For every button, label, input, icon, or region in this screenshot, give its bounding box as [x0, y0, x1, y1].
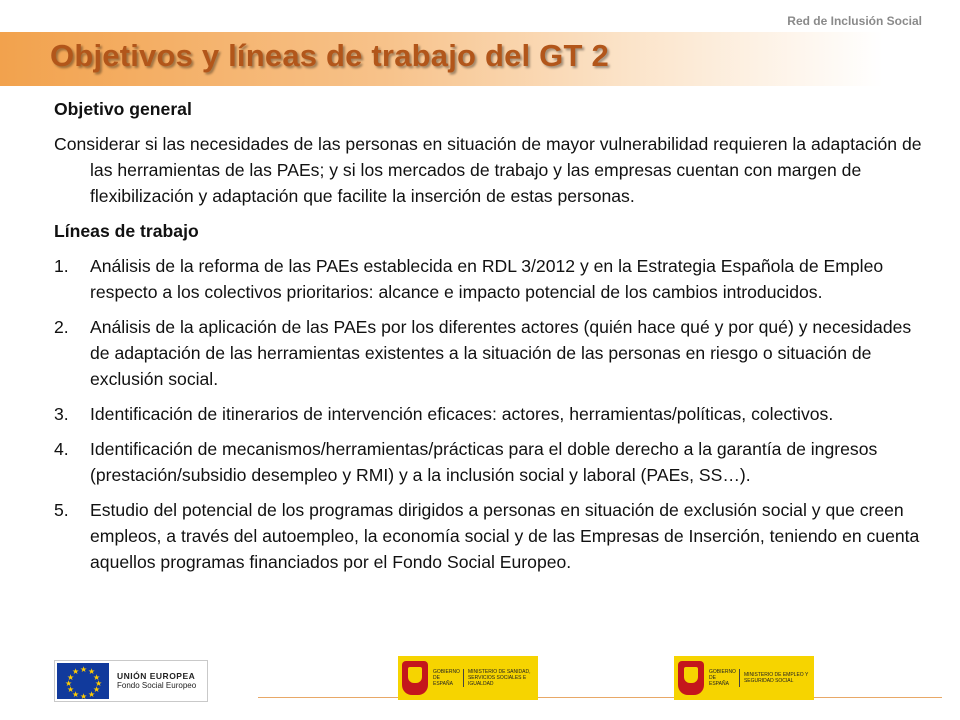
- objective-text: Considerar si las necesidades de las personas en situación de mayor vulnerabilidad requieren la adaptación de las herramientas de las PAEs; y si los mercados de trabajo y las empresas cuentan con margen de flexibilización y adaptación que facilite la inserción de estas personas.: [54, 134, 922, 206]
- coat-of-arms-icon: [678, 661, 704, 695]
- lines-list: [54, 253, 934, 575]
- ministry-empleo-logo: [674, 656, 814, 700]
- list-item-text: Identificación de mecanismos/herramientas/prácticas para el doble derecho a la garantía de ingresos (prestación/subsidio desempleo y RMI) y a la inclusión social y laboral (PAEs, SS…).: [90, 439, 878, 485]
- lines-heading: Líneas de trabajo: [54, 221, 199, 241]
- list-item-number: 2.: [54, 317, 69, 337]
- list-item: [54, 314, 934, 392]
- list-item: [54, 401, 934, 427]
- list-item-text: Estudio del potencial de los programas dirigidos a personas en situación de exclusión social y que creen empleos, a través del autoempleo, la economía social y de las Empresas de Inserción, teniendo en cuenta aquellos programas financiados por el Fondo Social Europeo.: [90, 500, 920, 572]
- gobierno-label: GOBIERNO DE ESPAÑA: [709, 669, 740, 687]
- list-item-number: 4.: [54, 439, 69, 459]
- eu-logo-text: [117, 671, 196, 691]
- gobierno-label: GOBIERNO DE ESPAÑA: [433, 669, 464, 687]
- objective-heading: Objetivo general: [54, 99, 192, 119]
- list-item-number: 1.: [54, 256, 69, 276]
- ministerio-label: MINISTERIO DE EMPLEO Y SEGURIDAD SOCIAL: [743, 672, 809, 684]
- footer-divider: [258, 697, 942, 698]
- ministry-sanidad-logo: [398, 656, 538, 700]
- coat-of-arms-icon: [402, 661, 428, 695]
- list-item-text: Análisis de la reforma de las PAEs establecida en RDL 3/2012 y en la Estrategia Española de Empleo respecto a los colectivos prioritarios: alcance e impacto potencial de los cambios introducidos.: [90, 256, 884, 302]
- eu-flag-icon: ★ ★ ★ ★ ★ ★ ★ ★ ★ ★ ★ ★: [57, 663, 109, 699]
- slide-content: [54, 96, 934, 584]
- ministerio-label: MINISTERIO DE SANIDAD, SERVICIOS SOCIALES E IGUALDAD: [467, 669, 531, 687]
- page-title: Objetivos y líneas de trabajo del GT 2: [50, 38, 609, 73]
- list-item-text: Análisis de la aplicación de las PAEs por los diferentes actores (quién hace qué y por qué) y necesidades de adaptación de las herramientas existentes a la situación de las personas en riesgo o situación de exclusión social.: [90, 317, 912, 389]
- list-item-number: 3.: [54, 404, 69, 424]
- eu-logo-line2: Fondo Social Europeo: [117, 681, 197, 690]
- list-item-number: 5.: [54, 500, 69, 520]
- eu-logo-line1: UNIÓN EUROPEA: [117, 671, 196, 681]
- header-org-label: Red de Inclusión Social: [787, 14, 922, 28]
- eu-logo: [54, 660, 208, 702]
- list-item: [54, 253, 934, 305]
- list-item-text: Identificación de itinerarios de intervención eficaces: actores, herramientas/políticas, colectivos.: [90, 404, 834, 424]
- list-item: [54, 497, 934, 575]
- list-item: [54, 436, 934, 488]
